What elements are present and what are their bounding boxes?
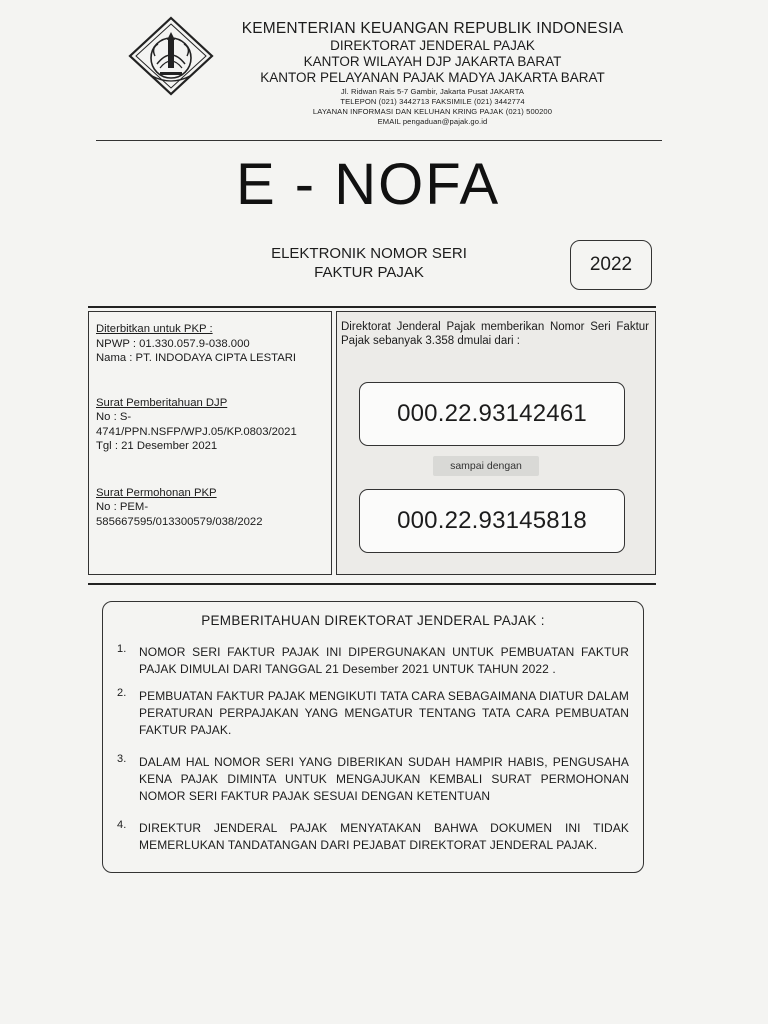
- djp-notice-date: Tgl : 21 Desember 2021: [96, 440, 218, 452]
- notice-item-text: DIREKTUR JENDERAL PAJAK MENYATAKAN BAHWA DOKUMEN INI TIDAK MEMERLUKAN TANDATANGAN DARI PEJABAT DIREKTORAT JENDERAL PAJAK.: [139, 821, 629, 852]
- serial-number-panel: [336, 311, 656, 575]
- notice-item-text: PEMBUATAN FAKTUR PAJAK MENGIKUTI TATA CARA SEBAGAIMANA DIATUR DALAM PERATURAN PERPAJAKAN YANG MENGATUR TENTANG TATA CARA PEMBUATAN FAKTUR PAJAK.: [139, 689, 629, 737]
- office-address: Jl. Ridwan Rais 5-7 Gambir, Jakarta Pusat JAKARTA: [340, 87, 525, 96]
- issued-for-label: Diterbitkan untuk PKP :: [96, 323, 213, 335]
- notice-item: [117, 754, 629, 805]
- service-line: LAYANAN INFORMASI DAN KELUHAN KRING PAJAK (021) 500200: [312, 107, 553, 116]
- tax-office: KANTOR PELAYANAN PAJAK MADYA JAKARTA BARAT: [260, 70, 605, 85]
- info-frame: [88, 306, 656, 585]
- serial-start-number: 000.22.93142461: [359, 382, 625, 446]
- year-badge: 2022: [570, 240, 652, 290]
- djp-notice-number-1: No : S-: [96, 411, 132, 423]
- notice-item-text: DALAM HAL NOMOR SERI YANG DIBERIKAN SUDAH HAMPIR HABIS, PENGUSAHA KENA PAJAK DIMINTA UNTUK MENGAJUKAN KEMBALI SURAT PERMOHONAN NOMOR SERI FAKTUR PAJAK SESUAI DENGAN KETENTUAN: [139, 755, 629, 803]
- office-email: EMAIL pengaduan@pajak.go.id: [377, 117, 488, 126]
- taxpayer-panel: [88, 311, 332, 575]
- notice-title: PEMBERITAHUAN DIREKTORAT JENDERAL PAJAK :: [201, 613, 545, 628]
- notice-box: [102, 601, 644, 873]
- notice-item-text: NOMOR SERI FAKTUR PAJAK INI DIPERGUNAKAN UNTUK PEMBUATAN FAKTUR PAJAK DIMULAI DARI TANGGAL 21 Desember 2021 UNTUK TAHUN 2022 .: [139, 645, 629, 676]
- regional-office: KANTOR WILAYAH DJP JAKARTA BARAT: [303, 54, 562, 69]
- notice-item: [117, 688, 629, 739]
- serial-intro-text: Direktorat Jenderal Pajak memberikan Nomor Seri Faktur Pajak sebanyak 3.358 dmulai dari :: [341, 321, 649, 347]
- subtitle-line-2: FAKTUR PAJAK: [314, 264, 424, 281]
- subtitle-line-1: ELEKTRONIK NOMOR SERI: [271, 245, 467, 262]
- notice-item: [117, 644, 629, 678]
- djp-notice-number-2: 4741/PPN.NSFP/WPJ.05/KP.0803/2021: [96, 425, 297, 438]
- until-label: sampai dengan: [433, 456, 539, 476]
- request-number-1: No : PEM-: [96, 501, 149, 513]
- document-title: E - NOFA: [236, 152, 501, 217]
- notice-item-number: 4.: [117, 819, 127, 831]
- npwp-value: NPWP : 01.330.057.9-038.000: [96, 337, 250, 350]
- office-phone: TELEPON (021) 3442713 FAKSIMILE (021) 3442774: [340, 97, 525, 106]
- notice-item-number: 3.: [117, 753, 127, 765]
- letterhead: [225, 20, 640, 127]
- header-divider: [96, 140, 662, 141]
- request-number-2: 585667595/013300579/038/2022: [96, 515, 263, 528]
- taxpayer-name: Nama : PT. INDODAYA CIPTA LESTARI: [96, 352, 297, 364]
- notice-item-number: 1.: [117, 643, 127, 655]
- notice-item-number: 2.: [117, 687, 127, 699]
- document-subtitle: [230, 244, 508, 282]
- serial-end-number: 000.22.93145818: [359, 489, 625, 553]
- request-label: Surat Permohonan PKP: [96, 486, 217, 499]
- directorate-name: DIREKTORAT JENDERAL PAJAK: [330, 38, 535, 53]
- ministry-name: KEMENTERIAN KEUANGAN REPUBLIK INDONESIA: [241, 20, 624, 37]
- notice-item: [117, 820, 629, 854]
- kemenkeu-emblem-icon: [128, 16, 214, 96]
- djp-notice-label: Surat Pemberitahuan DJP: [96, 396, 228, 409]
